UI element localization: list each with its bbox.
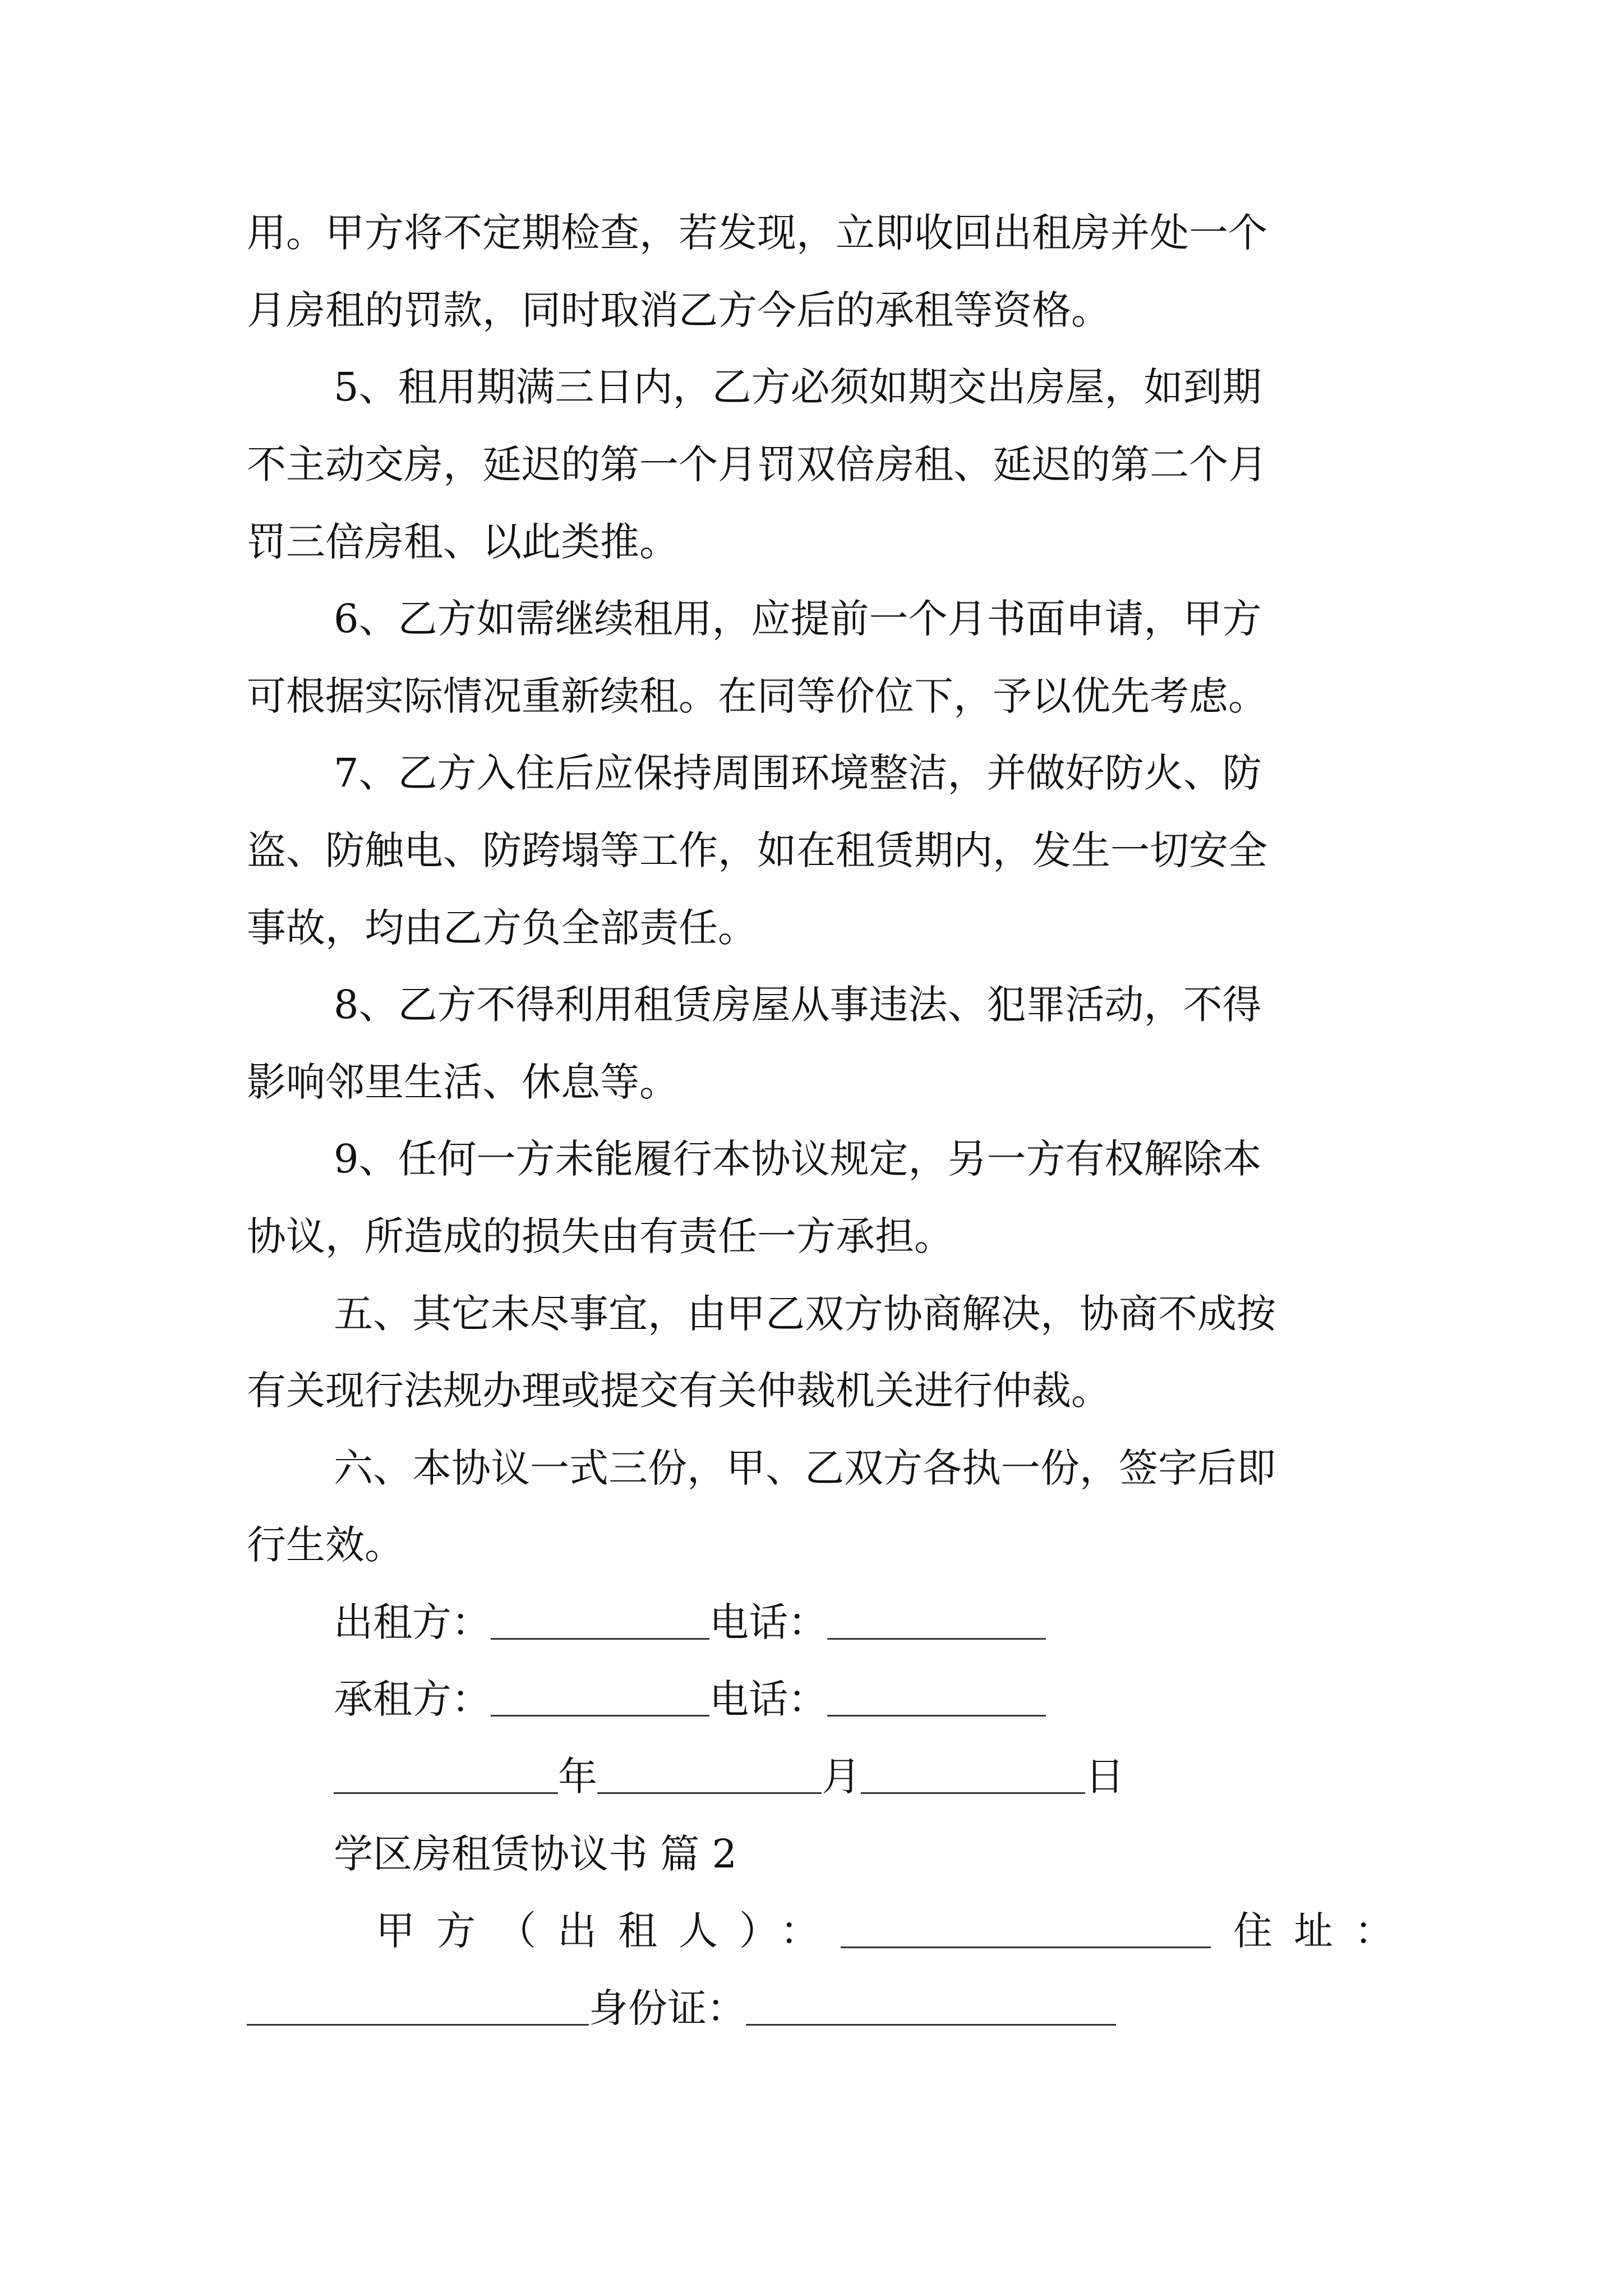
body-line: 罚三倍房租、以此类推。	[247, 519, 679, 565]
month-blank[interactable]	[597, 1755, 822, 1794]
lessor-phone-label: 电话：	[709, 1599, 827, 1645]
lessor-signature-row	[334, 1597, 1046, 1648]
party-a-row	[376, 1906, 1415, 1956]
month-label: 月	[822, 1754, 861, 1800]
party-a-label: 甲方（出租人）：	[376, 1908, 841, 1954]
clause-7-line: 7、乙方入住后应保持周围环境整洁，并做好防火、防	[334, 750, 1262, 796]
lessor-phone-blank[interactable]	[827, 1601, 1046, 1640]
clause-6-line: 6、乙方如需继续租用，应提前一个月书面申请，甲方	[334, 596, 1262, 642]
body-line: 月房租的罚款，同时取消乙方今后的承租等资格。	[247, 287, 1110, 333]
lessee-signature-row	[334, 1674, 1046, 1724]
lessee-label: 承租方：	[334, 1676, 491, 1722]
body-line: 事故，均由乙方负全部责任。	[247, 905, 757, 951]
clause-5-line: 5、租用期满三日内，乙方必须如期交出房屋，如到期	[334, 364, 1262, 410]
lessor-label: 出租方：	[334, 1599, 491, 1645]
body-line: 有关现行法规办理或提交有关仲裁机关进行仲裁。	[247, 1368, 1110, 1414]
year-blank[interactable]	[334, 1755, 558, 1794]
date-row	[334, 1751, 1124, 1802]
address-blank[interactable]	[247, 1987, 589, 2026]
body-line: 盗、防触电、防跨塌等工作，如在租赁期内，发生一切安全	[247, 827, 1267, 873]
body-line: 行生效。	[247, 1522, 404, 1568]
clause-five-line: 五、其它未尽事宜，由甲乙双方协商解决，协商不成按	[334, 1291, 1276, 1337]
section-2-title: 学区房租赁协议书 篇 2	[334, 1831, 737, 1877]
id-blank[interactable]	[746, 1987, 1116, 2026]
day-label: 日	[1085, 1754, 1124, 1800]
day-blank[interactable]	[861, 1755, 1085, 1794]
clause-six-line: 六、本协议一式三份，甲、乙双方各执一份，签字后即	[334, 1445, 1276, 1491]
lessee-blank[interactable]	[491, 1678, 709, 1717]
lessee-phone-blank[interactable]	[827, 1678, 1046, 1717]
id-label: 身份证：	[589, 1985, 746, 2031]
body-line: 可根据实际情况重新续租。在同等价位下，予以优先考虑。	[247, 673, 1267, 719]
body-line: 用。甲方将不定期检查，若发现，立即收回出租房并处一个	[247, 210, 1267, 256]
id-row	[247, 1983, 1116, 2033]
body-line: 不主动交房，延迟的第一个月罚双倍房租、延迟的第二个月	[247, 441, 1267, 487]
body-line: 协议，所造成的损失由有责任一方承担。	[247, 1213, 953, 1259]
clause-9-line: 9、任何一方未能履行本协议规定，另一方有权解除本	[334, 1136, 1262, 1182]
address-label: 住址：	[1233, 1908, 1415, 1954]
lessee-phone-label: 电话：	[709, 1676, 827, 1722]
clause-8-line: 8、乙方不得利用租赁房屋从事违法、犯罪活动，不得	[334, 982, 1262, 1028]
lessor-blank[interactable]	[491, 1601, 709, 1640]
body-line: 影响邻里生活、休息等。	[247, 1059, 679, 1105]
party-a-blank[interactable]	[841, 1910, 1211, 1948]
year-label: 年	[558, 1754, 597, 1800]
